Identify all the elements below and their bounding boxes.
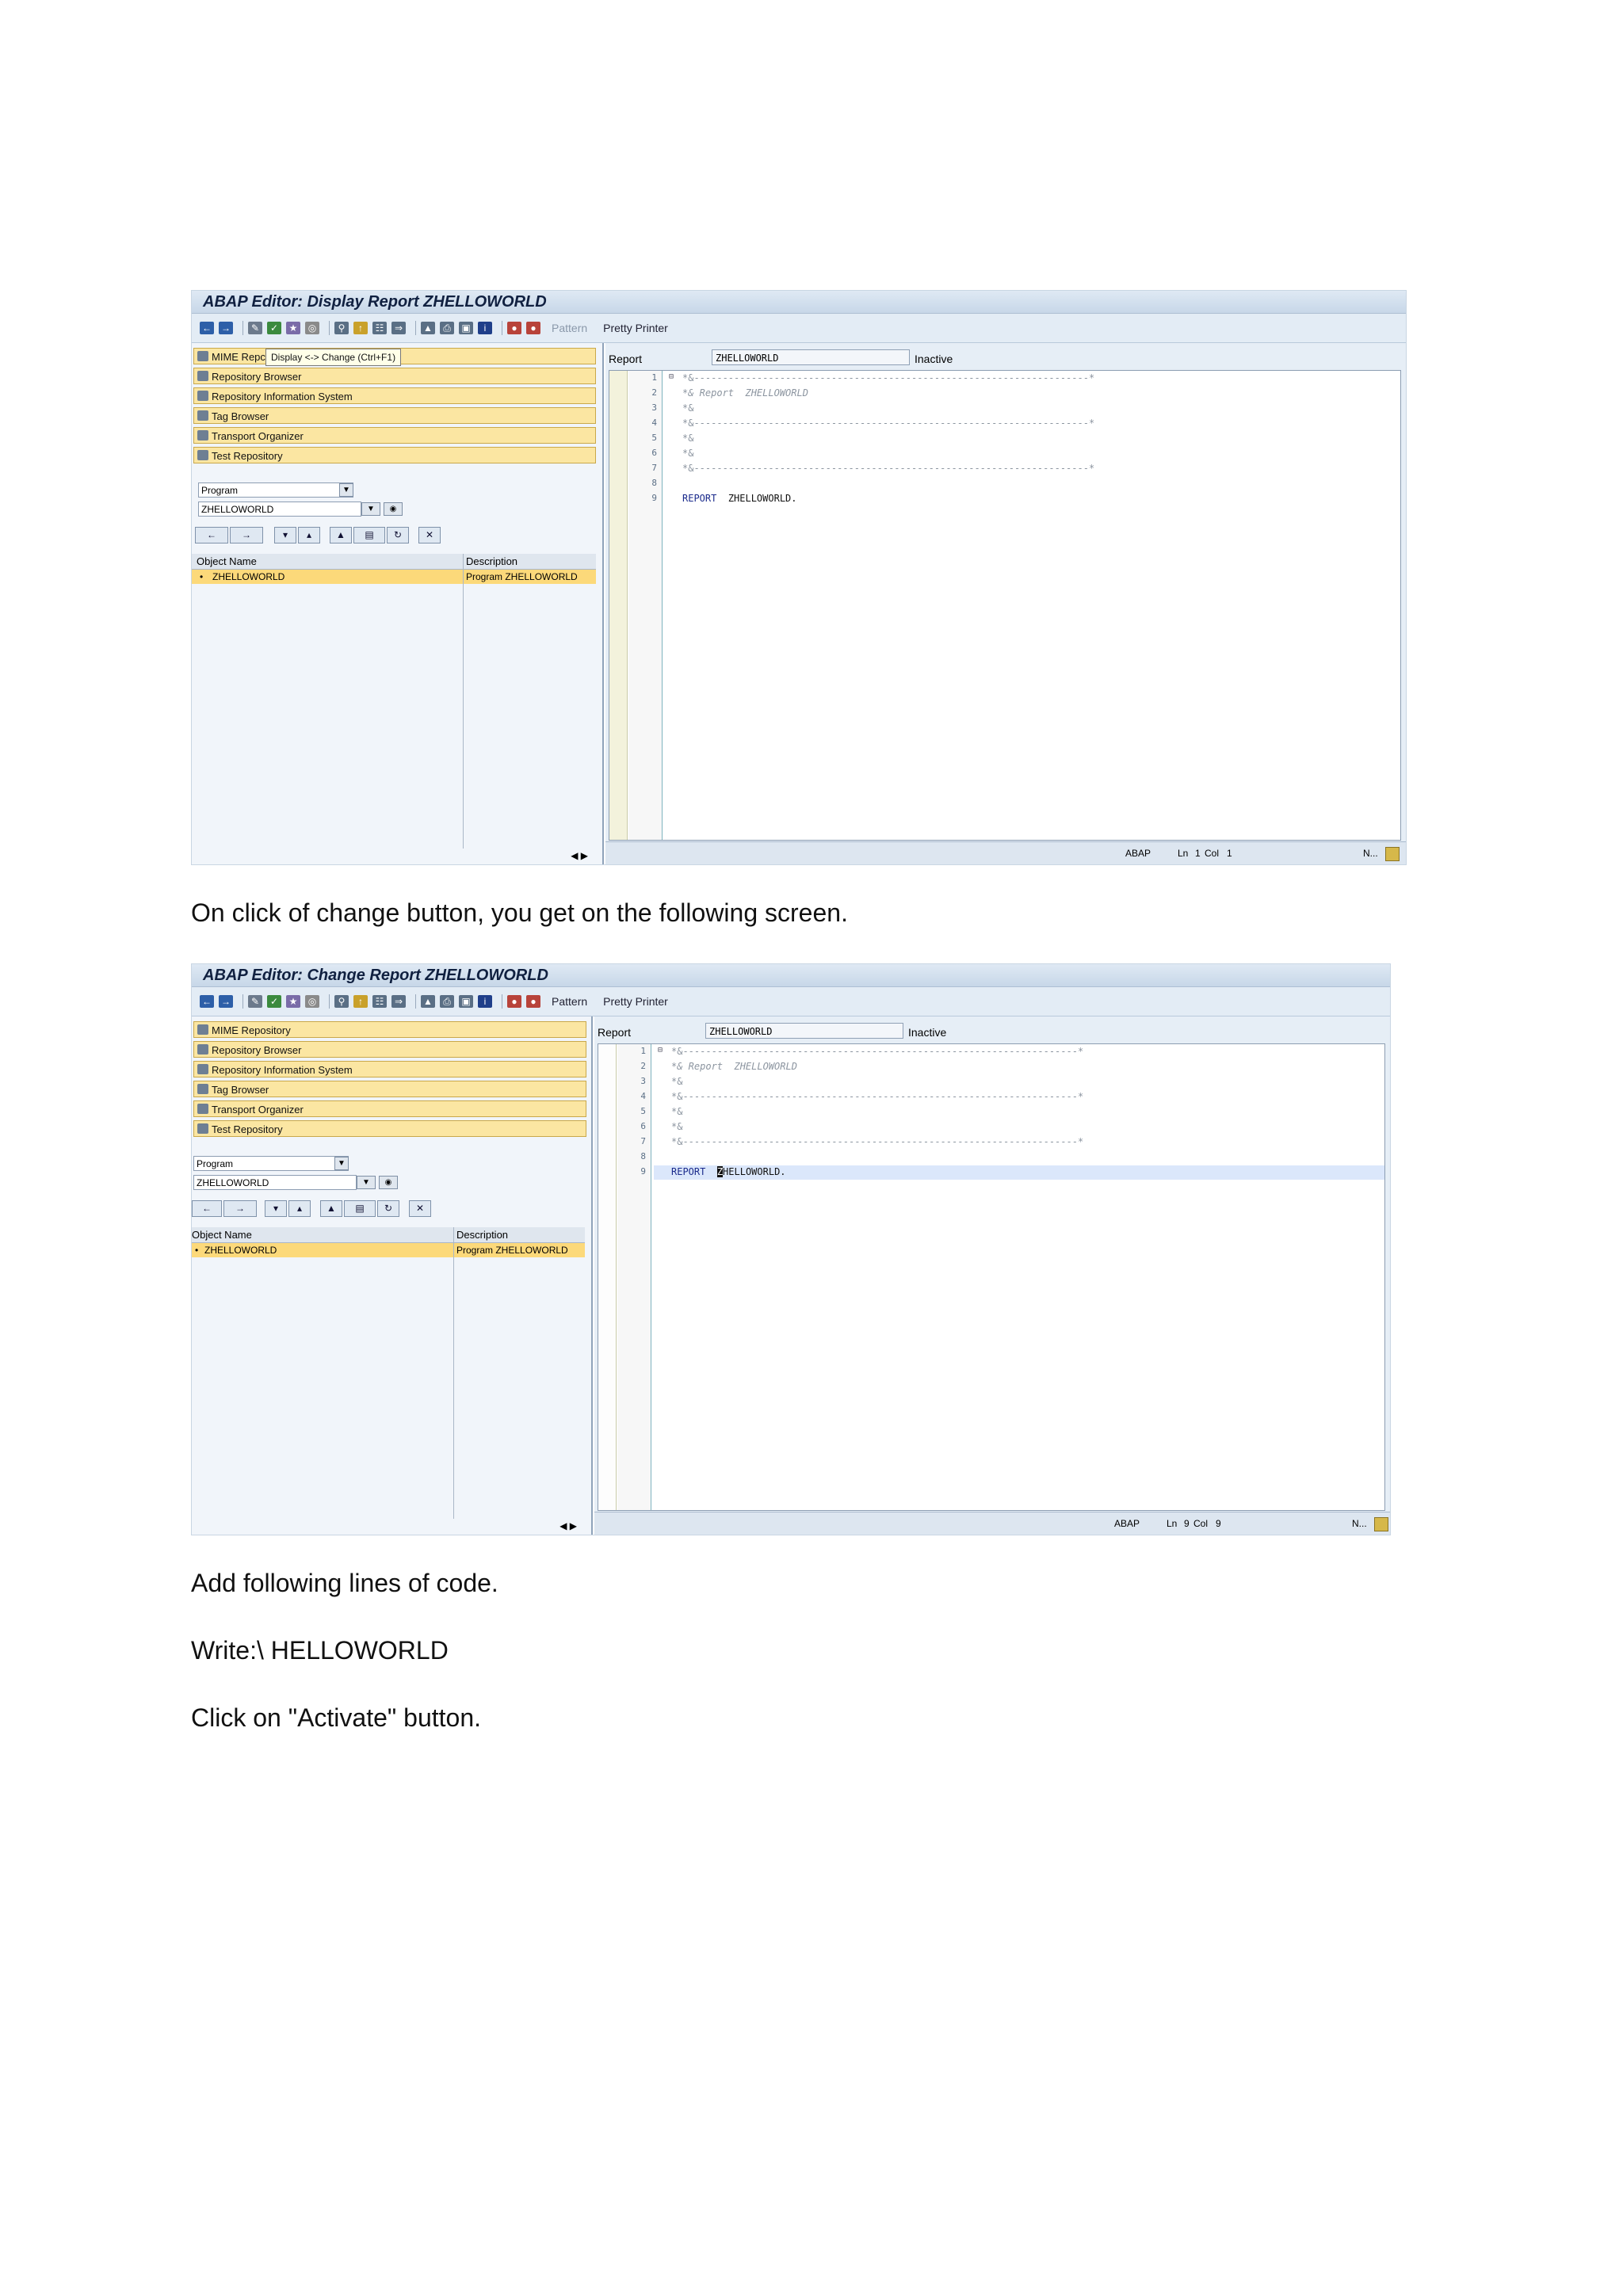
object-type-value: Program [197, 1158, 234, 1169]
code-line: *&---------------------------------------------------------------------* [682, 418, 1095, 429]
row-bullet-icon: • [200, 571, 204, 582]
frame-icon[interactable]: ▣ [459, 322, 473, 334]
back-arrow-icon[interactable]: ← [200, 322, 214, 334]
nav-label: Transport Organizer [212, 430, 304, 442]
mime-repository-icon [197, 351, 208, 361]
code-line: *&---------------------------------------------------------------------* [671, 1091, 1084, 1102]
keyword-report: REPORT [671, 1166, 706, 1177]
where-used-icon[interactable]: ⚲ [334, 995, 349, 1008]
col-object-name: Object Name [192, 1229, 252, 1241]
application-toolbar [192, 314, 1406, 343]
nav-label: Repository Information System [212, 391, 353, 402]
editor-body [192, 343, 1406, 864]
display-change-icon[interactable]: ✎ [248, 322, 262, 334]
nav-tag-browser[interactable] [193, 407, 596, 424]
paragraph-1: On click of change button, you get on the following screen. [191, 898, 848, 927]
status-col-label: Col [1193, 1518, 1209, 1529]
breakpoint-session-icon[interactable]: ● [526, 322, 540, 334]
pretty-printer-button[interactable]: Pretty Printer [603, 322, 668, 334]
tree-scrollbar[interactable] [192, 849, 596, 864]
source-pane [605, 343, 1406, 864]
expand-icon[interactable]: ▾ [265, 1200, 287, 1217]
status-ln-label: Ln [1167, 1518, 1178, 1529]
line-number: 4 [640, 1091, 646, 1101]
keyword-report: REPORT [682, 493, 717, 504]
row-bullet-icon: • [195, 1245, 199, 1256]
status-ln-label: Ln [1178, 848, 1189, 859]
code-line: *&---------------------------------------------------------------------* [671, 1136, 1084, 1147]
line-number: 8 [651, 478, 657, 488]
nav-label: Test Repository [212, 450, 283, 462]
paragraph-2: Add following lines of code. [191, 1569, 498, 1597]
object-name-input[interactable] [193, 1175, 357, 1190]
object-list-icon[interactable]: ↑ [353, 995, 368, 1008]
nav-repository-browser[interactable] [193, 368, 596, 384]
editor-margin [609, 371, 628, 840]
col-description: Description [466, 555, 518, 567]
info-icon[interactable]: i [478, 322, 492, 334]
activate-icon[interactable]: ★ [286, 322, 300, 334]
tag-browser-icon [197, 1084, 208, 1094]
tree-scrollbar[interactable] [192, 1519, 585, 1535]
nav-label: Repository Browser [212, 1044, 302, 1056]
object-type-value: Program [201, 485, 239, 496]
object-name-value: ZHELLOWORLD [201, 504, 274, 515]
status-lock-icon [1374, 1517, 1388, 1531]
check-icon[interactable]: ✓ [267, 322, 281, 334]
paragraph-3: Write:\ HELLOWORLD [191, 1636, 449, 1665]
nav-repository-information-system[interactable] [193, 387, 596, 404]
transport-organizer-icon [197, 1104, 208, 1114]
nav-label: MIME Repository [212, 1024, 291, 1036]
status-ln-value: 1 [1195, 848, 1201, 859]
object-name-input[interactable] [198, 502, 361, 517]
nav-repository-information-system[interactable] [193, 1061, 586, 1077]
test-repository-icon [197, 1123, 208, 1134]
object-list-icon[interactable]: ↑ [353, 322, 368, 334]
code-line-report [682, 493, 797, 504]
tree-icon[interactable]: ▲ [330, 527, 352, 543]
code-line: *& [671, 1106, 683, 1117]
test-repository-icon [197, 450, 208, 460]
line-number: 7 [640, 1136, 646, 1146]
forward-arrow-icon[interactable]: → [219, 322, 233, 334]
paragraph-4: Click on "Activate" button. [191, 1703, 481, 1732]
line-number: 3 [640, 1076, 646, 1086]
line-number: 1 [640, 1046, 646, 1056]
line-number: 7 [651, 463, 657, 473]
code-line: *& [682, 433, 694, 444]
source-pane [594, 1016, 1390, 1535]
navigation-window-icon[interactable]: ⇒ [391, 995, 406, 1008]
line-number: 8 [640, 1151, 646, 1161]
line-number: 6 [651, 448, 657, 458]
code-line: *&---------------------------------------------------------------------* [682, 372, 1095, 383]
nav-forward-icon[interactable]: → [230, 527, 263, 543]
window-title: ABAP Editor: Display Report ZHELLOWORLD [192, 291, 1406, 314]
nav-label: Transport Organizer [212, 1104, 304, 1116]
frame-icon[interactable]: ▣ [459, 995, 473, 1008]
status-language: ABAP [1125, 848, 1151, 859]
status-col-value: 1 [1227, 848, 1232, 859]
nav-test-repository[interactable] [193, 1120, 586, 1137]
pattern-button[interactable]: Pattern [552, 322, 588, 334]
scroll-arrows-icon[interactable]: ◀ ▶ [571, 850, 588, 861]
navigation-window-icon[interactable]: ⇒ [391, 322, 406, 334]
code-line: *& [671, 1076, 683, 1087]
info-icon[interactable]: i [478, 995, 492, 1008]
nav-label: Tag Browser [212, 410, 269, 422]
status-ln-value: 9 [1184, 1518, 1190, 1529]
nav-mime-repository[interactable] [193, 348, 596, 364]
repository-info-icon [197, 391, 208, 401]
code-editor[interactable] [609, 370, 1401, 841]
refresh-icon[interactable]: ↻ [387, 527, 409, 543]
row-object-name: ZHELLOWORLD [204, 1245, 277, 1256]
print-icon[interactable]: ⎙ [440, 995, 454, 1008]
collapse-icon[interactable]: ▴ [298, 527, 320, 543]
line-number: 9 [651, 493, 657, 503]
code-line: *& [682, 448, 694, 459]
status-col-label: Col [1205, 848, 1220, 859]
fold-toggle-icon[interactable]: ⊟ [669, 372, 674, 381]
line-number: 4 [651, 418, 657, 428]
code-line: *& [682, 402, 694, 414]
text-cursor: Z [716, 1166, 724, 1177]
scroll-arrows-icon[interactable]: ◀ ▶ [559, 1520, 577, 1531]
repository-info-icon [197, 1064, 208, 1074]
line-number: 3 [651, 402, 657, 413]
object-name-value: ZHELLOWORLD [197, 1177, 269, 1188]
display-object-list-icon[interactable]: ☷ [372, 995, 387, 1008]
mime-repository-icon [197, 1024, 208, 1035]
report-name-field: ZHELLOWORLD [712, 349, 910, 365]
list-icon[interactable]: ▤ [353, 527, 385, 543]
screenshot-display-report [191, 290, 1407, 865]
line-number: 2 [640, 1061, 646, 1071]
nav-test-repository[interactable] [193, 447, 596, 463]
object-type-select[interactable] [198, 482, 353, 498]
editor-margin [598, 1044, 617, 1510]
display-glasses-icon[interactable]: ◉ [384, 502, 403, 516]
report-status: Inactive [908, 1026, 947, 1039]
status-lock-icon [1385, 847, 1400, 861]
line-number-gutter [628, 371, 663, 840]
screenshot-change-report [191, 963, 1391, 1535]
object-table-header [192, 1227, 585, 1243]
repository-browser-icon [197, 371, 208, 381]
code-line: *& [671, 1121, 683, 1132]
pattern-button[interactable]: Pattern [552, 995, 588, 1008]
object-type-select[interactable] [193, 1156, 349, 1171]
pretty-printer-button[interactable]: Pretty Printer [603, 995, 668, 1008]
line-number: 5 [640, 1106, 646, 1116]
status-col-value: 9 [1216, 1518, 1221, 1529]
fold-toggle-icon[interactable]: ⊟ [658, 1046, 663, 1055]
display-glasses-icon[interactable]: ◉ [379, 1176, 398, 1189]
object-navigator-pane [192, 1016, 593, 1535]
object-navigator-pane [192, 343, 604, 864]
code-line: *& Report ZHELLOWORLD [682, 387, 808, 399]
refresh-icon[interactable]: ↻ [377, 1200, 399, 1217]
report-name-field: ZHELLOWORLD [705, 1023, 903, 1039]
nav-repository-browser[interactable] [193, 1041, 586, 1058]
where-used-icon[interactable]: ⚲ [334, 322, 349, 334]
line-number: 1 [651, 372, 657, 383]
window-title: ABAP Editor: Change Report ZHELLOWORLD [192, 964, 1390, 987]
status-mode: N... [1363, 848, 1378, 859]
close-tree-icon[interactable]: ✕ [409, 1200, 431, 1217]
code-line-report [671, 1166, 786, 1177]
nav-label: Test Repository [212, 1123, 283, 1135]
editor-body [192, 1016, 1390, 1535]
nav-label: Tag Browser [212, 1084, 269, 1096]
status-bar [605, 841, 1406, 864]
code-line: *& Report ZHELLOWORLD [671, 1061, 797, 1072]
repository-browser-icon [197, 1044, 208, 1055]
tree-icon[interactable]: ▲ [320, 1200, 342, 1217]
nav-tag-browser[interactable] [193, 1081, 586, 1097]
row-object-name: ZHELLOWORLD [212, 571, 285, 582]
report-status: Inactive [915, 353, 953, 365]
breakpoint-icon[interactable]: ● [507, 995, 521, 1008]
transport-organizer-icon [197, 430, 208, 441]
display-change-tooltip: Display <-> Change (Ctrl+F1) [265, 349, 401, 366]
test-icon[interactable]: ◎ [305, 322, 319, 334]
forward-arrow-icon[interactable]: → [219, 995, 233, 1008]
col-description: Description [456, 1229, 509, 1241]
col-object-name: Object Name [197, 555, 257, 567]
nav-mime-repository[interactable] [193, 1021, 586, 1038]
line-number: 6 [640, 1121, 646, 1131]
nav-transport-organizer[interactable] [193, 1100, 586, 1117]
collapse-icon[interactable]: ▴ [288, 1200, 311, 1217]
print-icon[interactable]: ⎙ [440, 322, 454, 334]
breakpoint-icon[interactable]: ● [507, 322, 521, 334]
line-number: 5 [651, 433, 657, 443]
object-type-dropdown-icon[interactable]: ▼ [339, 483, 353, 497]
check-icon[interactable]: ✓ [267, 995, 281, 1008]
nav-back-icon[interactable]: ← [195, 527, 228, 543]
object-name-dropdown-icon[interactable]: ▼ [361, 502, 380, 516]
line-number: 9 [640, 1166, 646, 1177]
table-row[interactable] [192, 570, 596, 584]
object-table-header [192, 554, 596, 570]
code-editor[interactable] [598, 1043, 1385, 1511]
table-row[interactable] [192, 1243, 585, 1257]
display-object-list-icon[interactable]: ☷ [372, 322, 387, 334]
nav-transport-organizer[interactable] [193, 427, 596, 444]
display-change-icon[interactable]: ✎ [248, 995, 262, 1008]
code-line: *&---------------------------------------------------------------------* [671, 1046, 1084, 1057]
row-description: Program ZHELLOWORLD [466, 571, 578, 582]
breakpoint-session-icon[interactable]: ● [526, 995, 540, 1008]
report-label: Report [609, 353, 643, 365]
application-toolbar [192, 987, 1390, 1016]
hierarchy-icon[interactable]: ▲ [421, 322, 435, 334]
nav-label: Repository Browser [212, 371, 302, 383]
line-number-gutter [617, 1044, 651, 1510]
report-object: HELLOWORLD. [723, 1166, 786, 1177]
status-bar [594, 1512, 1390, 1535]
back-arrow-icon[interactable]: ← [200, 995, 214, 1008]
activate-icon[interactable]: ★ [286, 995, 300, 1008]
line-number: 2 [651, 387, 657, 398]
expand-icon[interactable]: ▾ [274, 527, 296, 543]
nav-forward-icon[interactable]: → [223, 1200, 257, 1217]
nav-label: Repository Information System [212, 1064, 353, 1076]
report-object: ZHELLOWORLD. [727, 493, 797, 504]
code-line: *&---------------------------------------------------------------------* [682, 463, 1095, 474]
nav-mime-label: MIME Repc [212, 351, 265, 363]
object-name-dropdown-icon[interactable]: ▼ [357, 1176, 376, 1189]
close-tree-icon[interactable]: ✕ [418, 527, 441, 543]
row-description: Program ZHELLOWORLD [456, 1245, 568, 1256]
report-label: Report [598, 1026, 632, 1039]
test-icon[interactable]: ◎ [305, 995, 319, 1008]
status-language: ABAP [1114, 1518, 1140, 1529]
hierarchy-icon[interactable]: ▲ [421, 995, 435, 1008]
nav-back-icon[interactable]: ← [192, 1200, 222, 1217]
tag-browser-icon [197, 410, 208, 421]
status-mode: N... [1352, 1518, 1367, 1529]
object-type-dropdown-icon[interactable]: ▼ [334, 1157, 349, 1170]
list-icon[interactable]: ▤ [344, 1200, 376, 1217]
